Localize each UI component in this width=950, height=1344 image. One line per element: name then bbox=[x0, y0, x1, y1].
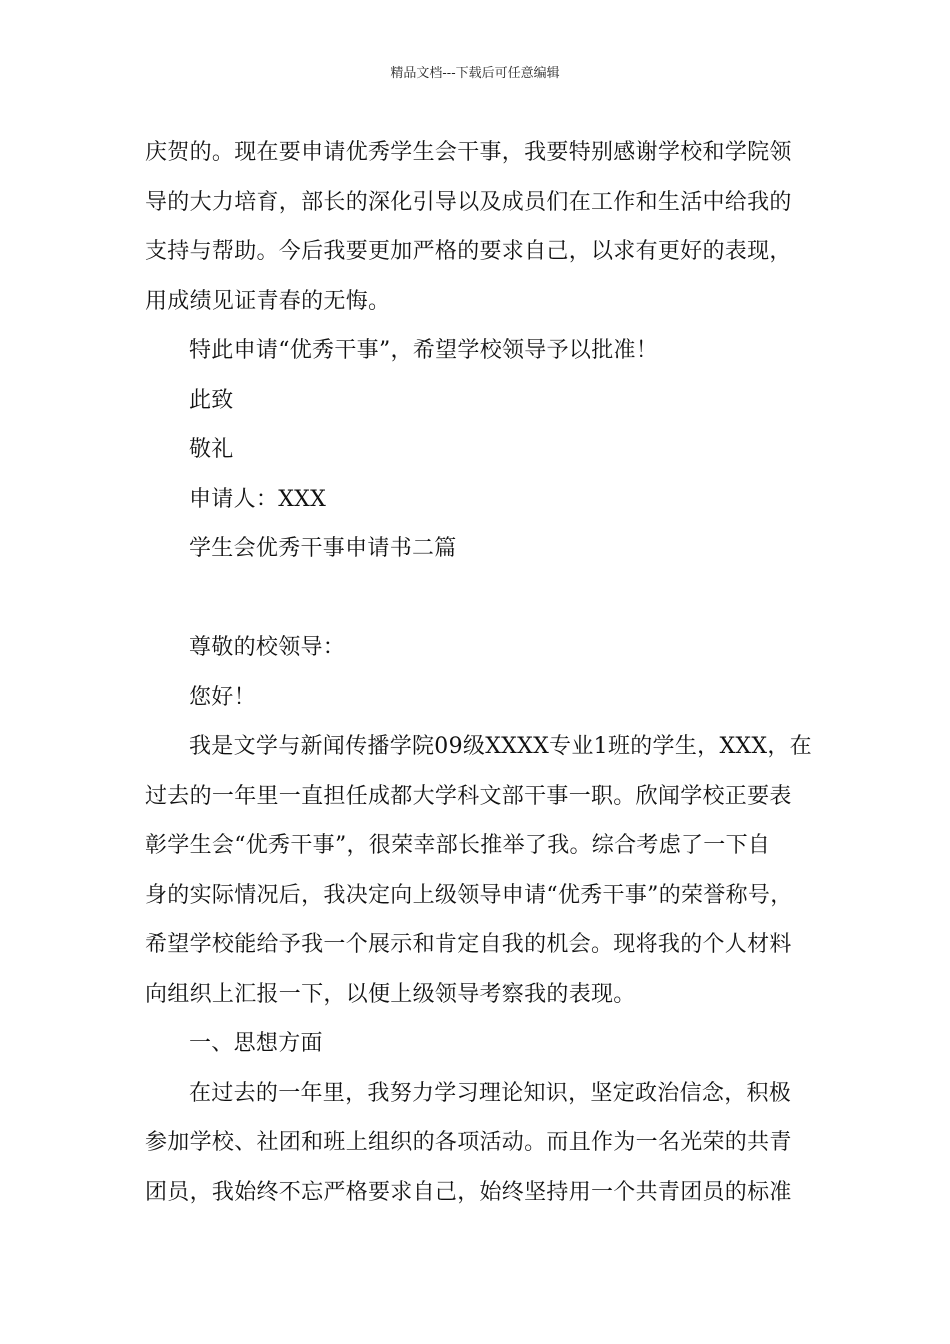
text-line: 庆贺的。现在要申请优秀学生会干事，我要特别感谢学校和学院领 bbox=[145, 140, 792, 165]
text-line: 过去的一年里一直担任成都大学科文部干事一职。欣闻学校正要表 bbox=[145, 783, 792, 809]
text-line: 特此申请“优秀干事”，希望学校领导予以批准！ bbox=[189, 338, 659, 363]
text-line: 支持与帮助。今后我要更加严格的要求自己，以求有更好的表现， bbox=[145, 239, 792, 264]
text-line: 尊敬的校领导： bbox=[189, 635, 346, 660]
text-line: 申请人：XXX bbox=[189, 486, 327, 512]
text-line: 在过去的一年里，我努力学习理论知识，坚定政治信念，积极 bbox=[189, 1080, 792, 1106]
text-line: 用成绩见证青春的无悔。 bbox=[145, 288, 391, 314]
text-line: 希望学校能给予我一个展示和肯定自我的机会。现将我的个人材料 bbox=[145, 932, 792, 957]
text-line: 此致 bbox=[189, 387, 234, 413]
text-line: 一、思想方面 bbox=[189, 1031, 323, 1056]
blank-line bbox=[145, 574, 815, 624]
text-line: 导的大力培育，部长的深化引导以及成员们在工作和生活中给我的 bbox=[145, 189, 792, 215]
text-line: 敬礼 bbox=[189, 437, 234, 462]
text-line: 团员，我始终不忘严格要求自己，始终坚持用一个共青团员的标准 bbox=[145, 1179, 792, 1205]
page-header: 精品文档---下载后可任意编辑 bbox=[390, 66, 560, 81]
text-line: 我是文学与新闻传播学院09级XXXX专业1班的学生，XXX，在 bbox=[189, 734, 812, 759]
text-line: 参加学校、社团和班上组织的各项活动。而且作为一名光荣的共青 bbox=[145, 1130, 792, 1155]
text-line: 您好！ bbox=[189, 684, 256, 710]
text-line: 身的实际情况后，我决定向上级领导申请“优秀干事”的荣誉称号， bbox=[145, 882, 793, 908]
document-body bbox=[145, 128, 815, 1217]
text-line: 彰学生会“优秀干事”，很荣幸部长推举了我。综合考虑了一下自 bbox=[145, 833, 771, 858]
text-line: 向组织上汇报一下，以便上级领导考察我的表现。 bbox=[145, 981, 636, 1007]
text-line: 学生会优秀干事申请书二篇 bbox=[189, 536, 457, 561]
